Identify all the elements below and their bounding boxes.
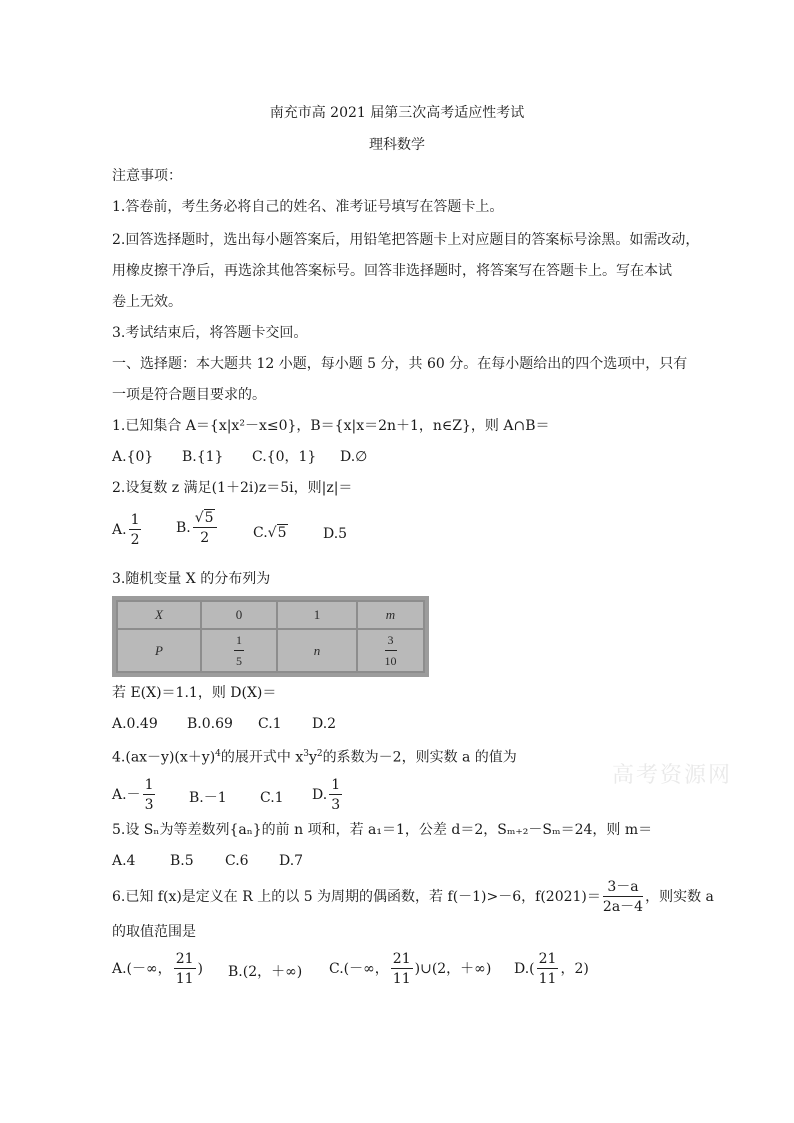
fraction-numerator: 1 — [130, 512, 140, 528]
q6-option-a — [112, 952, 203, 986]
table-cell — [201, 629, 277, 672]
exponent: 3 — [303, 749, 309, 759]
q4-stem — [112, 750, 517, 765]
q6-option-a-fraction — [174, 952, 196, 986]
table-cell: 1 — [277, 601, 357, 629]
watermark: 高考资源网 — [612, 763, 733, 788]
q6-option-a-tail: ) — [197, 961, 203, 977]
q2-option-a-label: A. — [112, 522, 127, 538]
sqrt-symbol: √5 — [267, 525, 287, 541]
notes-heading: 注意事项： — [112, 168, 182, 184]
fraction-numerator: 1 — [234, 633, 244, 651]
q3-option-d: D.2 — [312, 716, 337, 732]
q3-stem: 3.随机变量 X 的分布列为 — [112, 571, 271, 587]
q4-option-b: B.－1 — [189, 790, 227, 806]
fraction-numerator: 1 — [331, 777, 341, 793]
q2-option-c — [253, 526, 288, 540]
distribution-table-frame — [112, 596, 429, 677]
q4-option-a-label: A.－ — [112, 787, 141, 803]
q4-option-d-fraction — [329, 778, 342, 812]
fraction-numerator: 21 — [175, 951, 194, 967]
q5-option-c: C.6 — [225, 853, 249, 869]
q5-stem: 5.设 Sₙ为等差数列{aₙ}的前 n 项和，若 a₁＝1，公差 d＝2，Sₘ₊₂－Sₘ＝24，则 m＝ — [112, 822, 653, 838]
section-line-2: 一项是符合题目要求的。 — [112, 387, 266, 403]
q6-option-c-label: C.(－∞， — [329, 961, 389, 977]
q6-stem-line-2: 的取值范围是 — [112, 924, 196, 940]
q6-option-a-label: A.(－∞， — [112, 961, 172, 977]
q3-option-c: C.1 — [258, 716, 282, 732]
q2-option-b-fraction — [193, 511, 217, 545]
q2-option-a-fraction — [129, 513, 142, 547]
table-cell: P — [117, 629, 201, 672]
sqrt-symbol: √5 — [194, 510, 214, 526]
q5-option-a: A.4 — [112, 853, 136, 869]
notes-item-2-line-2: 用橡皮擦干净后，再选涂其他答案标号。回答非选择题时，将答案写在答题卡上。写在本试 — [112, 263, 672, 279]
fraction-denominator: 5 — [236, 653, 242, 668]
q1-option-b: B.{1} — [182, 449, 224, 465]
q6-option-b: B.(2，＋∞) — [228, 964, 303, 980]
notes-item-3: 3.考试结束后，将答题卡交回。 — [112, 325, 308, 341]
q6-option-d-label: D.( — [514, 961, 535, 977]
q2-option-d: D.5 — [323, 526, 348, 542]
q4-stem-part: y — [309, 749, 317, 766]
exam-subtitle: 理科数学 — [369, 137, 425, 153]
q4-option-a — [112, 778, 157, 812]
q4-option-d — [312, 778, 344, 812]
notes-item-2-line-3: 卷上无效。 — [112, 294, 182, 310]
radicand: 5 — [277, 525, 287, 541]
q4-option-c: C.1 — [260, 790, 284, 806]
table-cell: m — [357, 601, 424, 629]
q6-option-d — [514, 952, 589, 986]
q6-stem-fraction — [603, 880, 643, 914]
q5-option-b: B.5 — [170, 853, 194, 869]
exponent: 2 — [316, 749, 323, 759]
cell-fraction — [234, 633, 244, 669]
notes-item-2-line-1: 2.回答选择题时，选出每小题答案后，用铅笔把答题卡上对应题目的答案标号涂黑。如需改动， — [112, 232, 700, 248]
q4-stem-part: 的展开式中 x — [220, 749, 304, 766]
table-cell: n — [277, 629, 357, 672]
q1-option-c: C.{0，1} — [252, 449, 317, 465]
q1-option-d: D.∅ — [340, 449, 368, 465]
fraction-numerator: 3－a — [603, 880, 643, 897]
table-cell: X — [117, 601, 201, 629]
q6-option-d-tail: ，2) — [560, 961, 589, 977]
fraction-denominator: 11 — [392, 971, 411, 987]
table-row — [117, 629, 424, 672]
fraction-numerator: 3 — [385, 633, 397, 651]
section-line-1: 一、选择题：本大题共 12 小题，每小题 5 分，共 60 分。在每小题给出的四个选项中，只有 — [112, 356, 688, 372]
exam-title: 南充市高 2021 届第三次高考适应性考试 — [269, 105, 525, 121]
q3-option-b: B.0.69 — [187, 716, 233, 732]
distribution-table — [116, 600, 425, 673]
q2-option-b-label: B. — [176, 520, 191, 536]
q4-stem-part: 的系数为－2，则实数 a 的值为 — [322, 749, 517, 766]
table-row — [117, 601, 424, 629]
q6-stem-part: ，则实数 a — [645, 889, 714, 905]
q4-stem-part: 4.(ax－y)(x＋y) — [112, 749, 216, 766]
table-cell — [357, 629, 424, 672]
notes-item-1: 1.答卷前，考生务必将自己的姓名、准考证号填写在答题卡上。 — [112, 199, 504, 215]
table-cell: 0 — [201, 601, 277, 629]
fraction-denominator: 10 — [384, 653, 397, 668]
q2-option-c-label: C. — [253, 525, 268, 541]
q2-option-a — [112, 513, 143, 547]
q1-option-a: A.{0} — [112, 449, 154, 465]
fraction-numerator: 21 — [538, 951, 557, 967]
q6-option-d-fraction — [537, 952, 559, 986]
fraction-denominator: 11 — [175, 971, 194, 987]
q6-stem-part: 6.已知 f(x)是定义在 R 上的以 5 为周期的偶函数，若 f(－1)>－6，f(2021)＝ — [112, 889, 601, 905]
fraction-numerator — [193, 511, 217, 528]
fraction-denominator: 3 — [144, 797, 154, 813]
q6-option-c — [329, 952, 491, 986]
fraction-denominator: 2 — [200, 530, 210, 546]
fraction-denominator: 2a－4 — [602, 899, 644, 915]
q5-option-d: D.7 — [279, 853, 304, 869]
exponent: 4 — [215, 749, 221, 759]
q2-stem: 2.设复数 z 满足(1＋2i)z＝5i，则|z|＝ — [112, 480, 353, 496]
fraction-numerator: 1 — [144, 777, 154, 793]
q6-option-c-tail: )∪(2，＋∞) — [414, 961, 492, 977]
radicand: 5 — [204, 510, 214, 526]
q2-option-b — [176, 511, 219, 545]
q1-stem: 1.已知集合 A＝{x|x²－x≤0}，B＝{x|x＝2n＋1，n∈Z}，则 A∩B＝ — [112, 418, 550, 434]
q6-stem — [112, 880, 714, 914]
q4-option-d-label: D. — [312, 787, 328, 803]
fraction-denominator: 3 — [331, 797, 341, 813]
fraction-denominator: 11 — [538, 971, 557, 987]
cell-fraction — [385, 633, 397, 669]
fraction-denominator: 2 — [130, 532, 140, 548]
q4-option-a-fraction — [143, 778, 156, 812]
q6-option-c-fraction — [391, 952, 413, 986]
q3-condition: 若 E(X)＝1.1，则 D(X)＝ — [112, 685, 277, 701]
fraction-numerator: 21 — [392, 951, 411, 967]
q3-option-a: A.0.49 — [112, 716, 158, 732]
